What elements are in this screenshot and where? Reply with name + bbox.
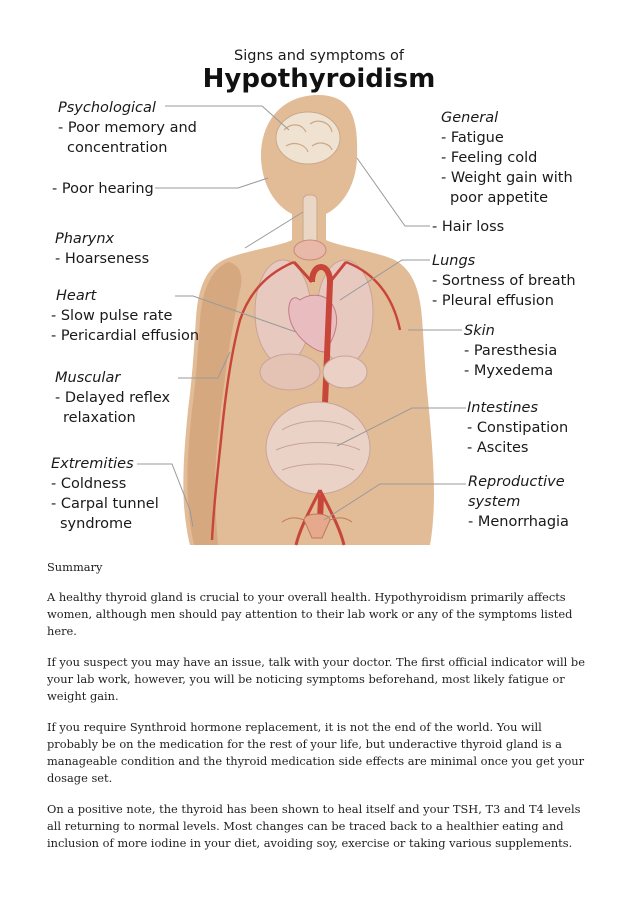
label-line: - Delayed reflex bbox=[55, 390, 171, 406]
thyroid bbox=[294, 240, 326, 260]
stomach bbox=[323, 356, 367, 388]
label-intestines bbox=[467, 398, 568, 458]
label-line: - Fatigue bbox=[441, 130, 504, 146]
figure-title: Hypothyroidism bbox=[202, 64, 436, 94]
label-general bbox=[441, 108, 573, 208]
label-heading: system bbox=[468, 494, 521, 510]
label-heading: Extremities bbox=[51, 456, 134, 472]
label-skin bbox=[464, 321, 557, 381]
label-heart bbox=[51, 286, 199, 346]
label-line: - Hoarseness bbox=[55, 251, 150, 267]
label-line: - Coldness bbox=[51, 476, 127, 492]
label-muscular bbox=[55, 368, 170, 428]
label-line: - Slow pulse rate bbox=[51, 308, 173, 324]
label-heading: Heart bbox=[56, 288, 97, 304]
label-line: - Myxedema bbox=[464, 363, 554, 379]
liver bbox=[260, 354, 320, 390]
label-line: - Weight gain with bbox=[441, 170, 573, 186]
label-heading: Muscular bbox=[55, 370, 121, 386]
label-heading: Pharynx bbox=[55, 231, 115, 247]
label-line: relaxation bbox=[63, 410, 136, 426]
label-pharynx bbox=[55, 229, 149, 269]
trachea bbox=[303, 195, 317, 245]
label-lungs bbox=[432, 251, 576, 311]
label-psychological bbox=[58, 98, 197, 158]
label-line: poor appetite bbox=[450, 190, 549, 206]
label-heading: General bbox=[441, 110, 499, 126]
label-line: - Paresthesia bbox=[464, 343, 558, 359]
label-line: - Hair loss bbox=[432, 219, 505, 235]
label-heading: Skin bbox=[464, 323, 495, 339]
label-heading: Lungs bbox=[432, 253, 476, 269]
summary-paragraph: A healthy thyroid gland is crucial to your overall health. Hypothyroidism primarily affects women, although men should pay attention to their lab work or any of the symptoms listed here. bbox=[47, 590, 573, 638]
label-hearing bbox=[52, 179, 154, 199]
brain bbox=[276, 112, 340, 164]
label-line: - Sortness of breath bbox=[432, 273, 576, 289]
label-heading: Reproductive bbox=[468, 474, 565, 490]
summary-paragraph: On a positive note, the thyroid has been shown to heal itself and your TSH, T3 and T4 levels all returning to normal levels. Most changes can be traced back to a healthier eating and inclusion of more iodine in your diet, avoiding soy, exercise or taking various supplements. bbox=[47, 802, 581, 850]
label-extremities bbox=[51, 454, 159, 534]
label-line: - Pericardial effusion bbox=[51, 328, 200, 344]
label-heading: Intestines bbox=[467, 400, 539, 416]
label-line: syndrome bbox=[60, 516, 133, 532]
label-heading: Psychological bbox=[58, 100, 156, 116]
label-line: - Poor memory and bbox=[58, 120, 197, 136]
label-line: - Constipation bbox=[467, 420, 569, 436]
summary-heading: Summary bbox=[47, 560, 103, 574]
summary-section bbox=[47, 559, 595, 866]
label-line: - Carpal tunnel bbox=[51, 496, 159, 512]
label-line: concentration bbox=[67, 140, 168, 156]
summary-paragraph: If you suspect you may have an issue, talk with your doctor. The first official indicator will be your lab work, however, you will be noticing symptoms beforehand, most likely fatigue or weight gain. bbox=[47, 655, 585, 703]
label-line: - Poor hearing bbox=[52, 181, 154, 197]
label-line: - Ascites bbox=[467, 440, 529, 456]
figure-subtitle: Signs and symptoms of bbox=[234, 48, 404, 64]
label-line: - Pleural effusion bbox=[432, 293, 554, 309]
label-line: - Menorrhagia bbox=[468, 514, 569, 530]
summary-paragraph: If you require Synthroid hormone replacement, it is not the end of the world. You will probably be on the medication for the rest of your life, but underactive thyroid gland is a manageable condition and the thyroid medication side effects are minimal once you get your dosage set. bbox=[47, 720, 585, 785]
label-hair bbox=[432, 217, 504, 237]
label-reproductive bbox=[468, 472, 569, 532]
label-line: - Feeling cold bbox=[441, 150, 538, 166]
